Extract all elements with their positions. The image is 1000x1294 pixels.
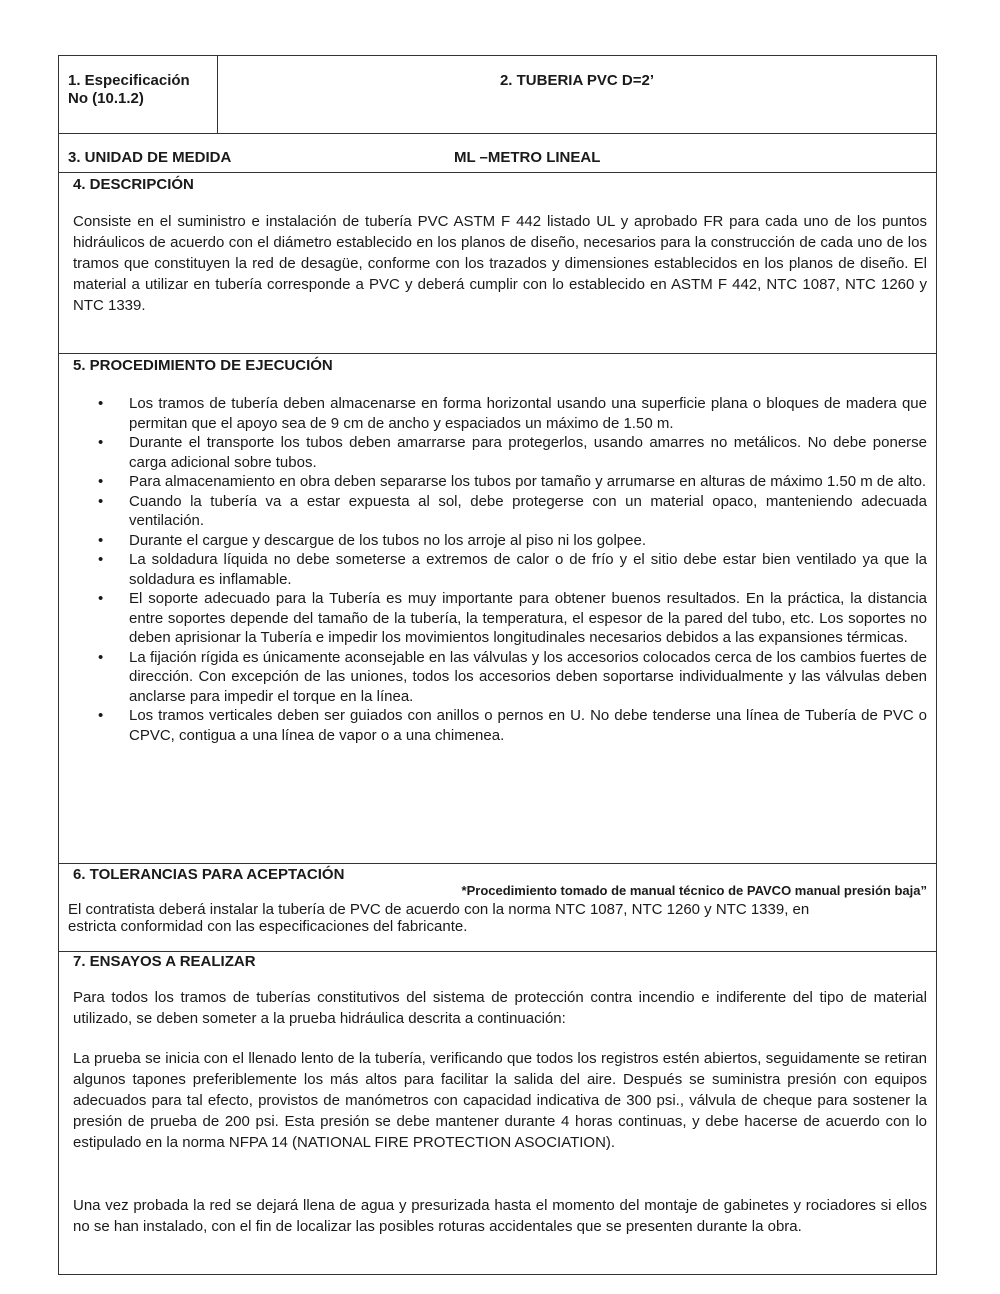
- bullet-icon: •: [98, 707, 104, 724]
- list-item-text: Durante el transporte los tubos deben amarrarse para protegerlos, usando amarres no metálicos. No debe ponerse carga adicional sobre tubos.: [129, 434, 927, 471]
- bullet-icon: •: [98, 492, 104, 510]
- tests-paragraph-2: La prueba se inicia con el llenado lento de la tubería, verificando que todos los registros estén abiertos, seguidamente se retiran algunos tapones preferiblemente los más altos para facilitar la salida del aire. Después se suministra presión con equipos adecuados para tal efecto, provistos de manómetros con capacidad indicativa de 300 psi., válvula de cheque para sostener la presión de prueba de 200 psi. Esta presión se debe mantener durante 4 horas continuas, y debe hacerse de acuerdo con lo estipulado en la norma NFPA 14 (NATIONAL FIRE PROTECTION ASOCIATION).: [73, 1050, 927, 1151]
- list-item: [98, 394, 927, 433]
- bullet-icon: •: [98, 473, 104, 490]
- spec-number: No (10.1.2): [68, 90, 144, 107]
- unit-value: ML –METRO LINEAL: [454, 149, 601, 166]
- tests-section: [59, 952, 936, 1274]
- bullet-icon: •: [98, 395, 104, 412]
- description-text: Consiste en el suministro e instalación de tubería PVC ASTM F 442 listado UL y aprobado FR para cada uno de los puntos hidráulicos de acuerdo con el diámetro establecido en los planos de diseño, necesarios para la construcción de cada uno de los tramos que constituyen la red de desagüe, conforme con los trazados y dimensiones establecidos en los planos de diseño. El material a utilizar en tubería corresponde a PVC y deberá cumplir con lo establecido en ASTM F 442, NTC 1087, NTC 1260 y NTC 1339.: [73, 213, 927, 314]
- bullet-icon: •: [98, 531, 104, 549]
- unit-row: [59, 134, 936, 173]
- list-item: [98, 706, 927, 745]
- list-item: [98, 531, 927, 551]
- list-item-text: Para almacenamiento en obra deben separarse los tubos por tamaño y arrumarse en alturas de máximo 1.50 m de alto.: [129, 473, 927, 490]
- list-item: [98, 492, 927, 531]
- bullet-icon: •: [98, 648, 104, 666]
- bullet-icon: •: [98, 434, 104, 451]
- list-item-text: Durante el cargue y descargue de los tubos no los arroje al piso ni los golpee.: [129, 531, 646, 549]
- tolerances-text-line-1: El contratista deberá instalar la tubería de PVC de acuerdo con la norma NTC 1087, NTC 1260 y NTC 1339, en: [68, 901, 810, 918]
- procedure-heading: 5. PROCEDIMIENTO DE EJECUCIÓN: [73, 357, 333, 374]
- spec-title: 2. TUBERIA PVC D=2’: [499, 72, 655, 89]
- list-item: [98, 433, 927, 472]
- tolerances-heading: 6. TOLERANCIAS PARA ACEPTACIÓN: [73, 866, 345, 883]
- bullet-icon: •: [98, 551, 104, 568]
- list-item-text: El soporte adecuado para la Tubería es muy importante para obtener buenos resultados. En la práctica, la distancia entre soportes depende del tamaño de la tubería, la temperatura, el espesor de la pared del tubo, etc. Los soportes no deben aprisionar la Tubería e impedir los movimientos longitudinales necesarios debidos a las expansiones térmicas.: [129, 590, 927, 646]
- list-item-text: Los tramos de tubería deben almacenarse en forma horizontal usando una superficie plana o bloques de madera que permitan que el apoyo sea de 9 cm de ancho y espaciados un máximo de 1.50 m.: [129, 395, 927, 432]
- description-section: [59, 173, 936, 354]
- header-row: [59, 56, 936, 134]
- specification-sheet: [58, 55, 937, 1275]
- spec-label: 1. Especificación: [68, 72, 190, 89]
- list-item-text: La fijación rígida es únicamente aconsejable en las válvulas y los accesorios colocados cerca de los cambios fuertes de dirección. Con excepción de las uniones, todos los accesorios deben soportarse individualmente y las válvulas deben anclarse para impedir el torque en la línea.: [129, 648, 927, 705]
- tests-heading: 7. ENSAYOS A REALIZAR: [73, 953, 256, 970]
- list-item: [98, 648, 927, 707]
- list-item-text: Los tramos verticales deben ser guiados con anillos o pernos en U. No debe tenderse una línea de Tubería de PVC o CPVC, contigua a una línea de vapor o a una chimenea.: [129, 707, 927, 744]
- list-item-text: La soldadura líquida no debe someterse a extremos de calor o de frío y el sitio debe estar bien ventilado ya que la soldadura es inflamable.: [129, 551, 927, 588]
- list-item: [98, 589, 927, 648]
- list-item: [98, 472, 927, 492]
- unit-label: 3. UNIDAD DE MEDIDA: [68, 149, 232, 166]
- tests-paragraph-3: Una vez probada la red se dejará llena de agua y presurizada hasta el momento del montaje de gabinetes y rociadores si ellos no se han instalado, con el fin de localizar las posibles roturas accidentales que se presenten durante la obra.: [73, 1197, 927, 1235]
- tests-paragraph-1: Para todos los tramos de tuberías constitutivos del sistema de protección contra incendio e indiferente del tipo de material utilizado, se deben someter a la prueba hidráulica descrita a continuación:: [73, 989, 927, 1027]
- list-item-text: Cuando la tubería va a estar expuesta al sol, debe protegerse con un material opaco, manteniendo adecuada ventilación.: [129, 492, 927, 529]
- spec-number-cell: [59, 56, 218, 133]
- description-heading: 4. DESCRIPCIÓN: [73, 176, 194, 193]
- bullet-icon: •: [98, 590, 104, 607]
- procedure-list: [98, 394, 927, 745]
- list-item: [98, 550, 927, 589]
- tolerances-text-line-2: estricta conformidad con las especificaciones del fabricante.: [68, 918, 468, 935]
- source-note: *Procedimiento tomado de manual técnico de PAVCO manual presión baja”: [461, 883, 927, 898]
- tolerances-section: [59, 864, 936, 952]
